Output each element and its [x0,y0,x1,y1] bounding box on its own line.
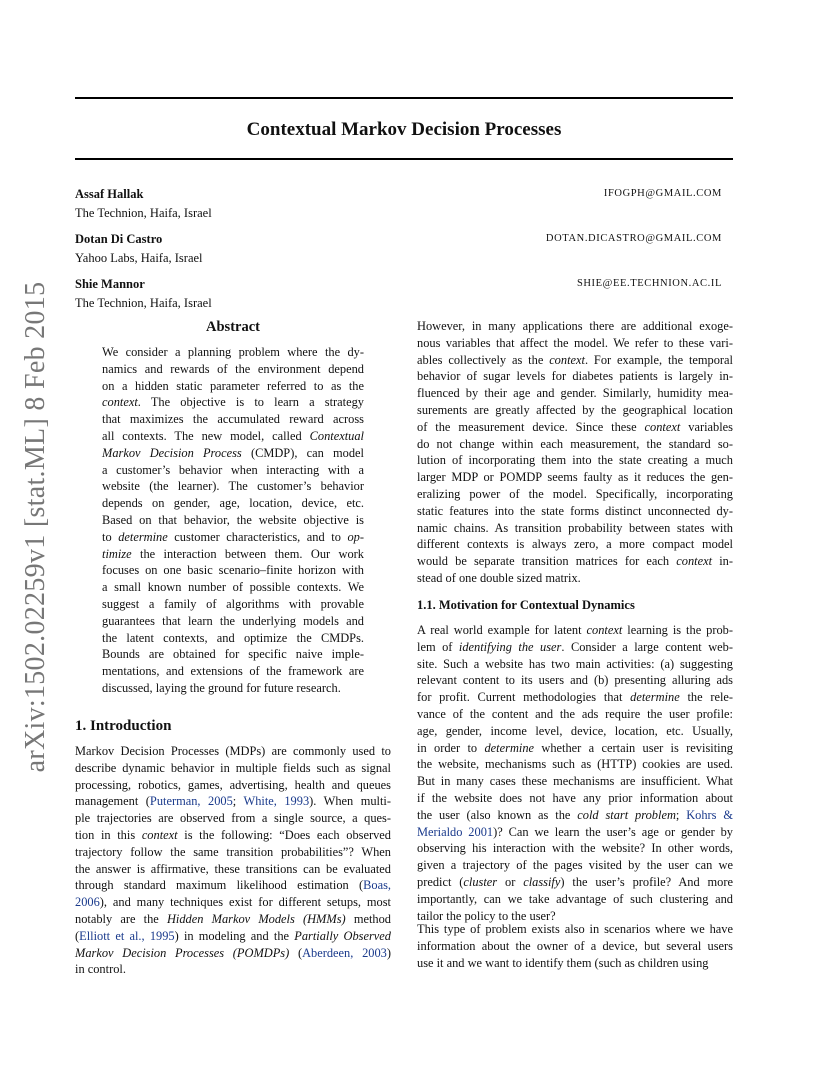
text-line: site. Such a website has two main activities: (a) suggesting [417,656,733,671]
text-line: mentations, and extensions of the framework are [102,664,364,679]
text-line: timize the interaction between them. Our work [102,546,364,561]
arxiv-identifier-text: arXiv:1502.02259v1 [stat.ML] 8 Feb 2015 [20,281,51,773]
text-line: eralizing power of the model. Specifically, incorporating [417,486,733,501]
text-line: But in many cases these mechanisms are insufficient. What [417,774,733,789]
scenario-paragraph [417,921,733,971]
text-line: the user (also known as the cold start problem; Kohrs & [417,807,734,822]
text-line: management (Puterman, 2005; White, 1993). When multi- [75,794,391,809]
text-line: Bounds are obtained for specific naive imple- [102,647,364,662]
abstract-heading: Abstract [206,319,260,335]
text-line: Markov Decision Processes (MDPs) are commonly used to [75,744,391,758]
text-line: nous variables that affect the model. We refer to these vari- [417,335,733,350]
subsection-heading-motivation: 1.1. Motivation for Contextual Dynamics [417,598,635,612]
text-line: (Elliott et al., 1995) in modeling and the Partially Observed [75,928,391,943]
text-line: for profit. Current methodologies that determine the rele- [417,690,734,705]
text-line: This type of problem exists also in scenarios where we have [417,922,733,936]
text-line: website (the learner). The customer’s behavior [102,479,364,494]
text-line: tailor the policy to the user? [417,908,556,923]
text-line: predict (cluster or classify) the user’s profile? And more [417,874,733,889]
text-line: depends on gender, age, location, device, etc. [102,496,364,511]
text-line: relevant content to its users and (b) presenting alluring ads [417,673,733,688]
text-line: discussed, laying the ground for future research. [102,680,341,695]
text-line: in order to determine whether a certain user is revisiting [417,740,733,755]
text-line: A real world example for latent context learning is the prob- [417,623,733,637]
author-email: DOTAN.DICASTRO@GMAIL.COM [545,233,722,244]
text-line: stead of one double sized matrix. [417,570,581,585]
text-line: Based on that behavior, the website objective is [102,512,364,527]
text-line: Markov Decision Processes (POMDPs) (Aberdeen, 2003) [75,945,391,960]
section-heading-introduction: 1. Introduction [75,718,172,734]
text-line: Markov Decision Process (CMDP), can model [102,445,364,460]
text-line: if the website does not have any prior information about [417,790,733,805]
text-line: to determine customer characteristics, and to op- [102,529,364,544]
text-line: guarantees that learn the underlying models and [102,613,364,628]
abstract-body [102,344,364,697]
text-line: observing his interaction with the website? In other words, [417,841,733,856]
text-line: vance of the content and the ads require the user profile: [417,706,733,721]
text-line: Merialdo 2001)? Can we learn the user’s age or gender by [417,824,733,839]
text-line: However, in many applications there are additional exoge- [417,319,733,333]
text-line: surements are greatly affected by the geographical location [417,402,733,417]
text-line: the website, mechanisms such as (HTTP) cookies are used. [417,757,733,772]
text-line: behavior of sugar levels for diabetes patients is largely in- [417,369,733,384]
text-line: use it and we want to identify them (such as children using [417,955,709,970]
author-email: SHIE@EE.TECHNION.AC.IL [576,278,722,289]
author-email: IFOGPH@GMAIL.COM [603,188,722,199]
text-line: static features into the state forms distinct unconnected dy- [417,503,733,518]
text-line: namics and rewards of the environment depend [102,361,364,376]
author-affiliation: The Technion, Haifa, Israel [75,206,212,220]
text-line: different contexts is always zero, a more compact model [417,537,733,552]
context-paragraph [417,318,733,587]
text-line: do not change within each measurement, the standard so- [417,436,733,451]
author-affiliation: The Technion, Haifa, Israel [75,296,212,310]
text-line: 2006), and many techniques exist for different setups, most [75,895,391,910]
text-line: lem of identifying the user. Consider a large content web- [417,639,733,654]
text-line: ple trajectories are observed from a single source, a ques- [75,811,391,826]
text-line: ables collectively as the context. For example, the temporal [417,352,733,367]
text-line: importantly, can we take advantage of such clustering and [417,891,733,906]
text-line: suggest a family of algorithms with provable [102,596,364,611]
text-line: a customer’s behavior when interacting with a [102,462,364,477]
text-line: namic chains. As transition probability between states with [417,520,733,535]
text-line: information about the owner of a device, but several users [417,938,733,953]
text-line: describe dynamic behavior in multiple fields such as signal [75,760,391,775]
text-line: We consider a planning problem where the dy- [102,345,364,359]
text-line: age, gender, income level, device, location, etc. Usually, [417,723,733,738]
text-line: focuses on one basic scenario–finite horizon with [102,563,364,578]
text-line: given a trajectory of the pages visited by the user can we [417,858,733,873]
text-line: on a hidden static parameter referred to as the [102,378,364,393]
text-line: lution of incorporating them into the state creating a much [417,453,733,468]
text-line: tion in this context is the following: “Does each observed [75,827,391,842]
text-line: the latent contexts, and optimize the CMDPs. [102,630,364,645]
text-line: trajectory follow the same transition probabilities”? When [75,844,391,859]
text-line: notably are the Hidden Markov Models (HMMs) method [75,911,391,926]
text-line: a small known number of possible contexts. We [102,580,364,595]
text-line: in control. [75,962,126,977]
text-line: would be separate transition matrices for each context in- [417,554,733,569]
motivation-paragraph [417,622,733,924]
introduction-paragraph [75,743,391,978]
text-line: through standard maximum likelihood estimation (Boas, [75,878,391,893]
text-line: the answer is affirmative, these transitions can be evaluated [75,861,391,876]
text-line: of the measurement device. Since these context variables [417,419,733,434]
text-line: context. The objective is to learn a strategy [102,395,364,410]
author-affiliation: Yahoo Labs, Haifa, Israel [75,251,203,265]
text-line: all contexts. The new model, called Contextual [102,428,364,443]
paper-title: Contextual Markov Decision Processes [246,119,562,140]
text-line: fluenced by their age and gender. Similarly, humidity mea- [417,386,733,401]
rule-top [75,97,733,99]
author-name: Shie Mannor [75,277,145,291]
text-line: that maximizes the accumulated reward across [102,412,364,427]
text-line: processing, robotics, games, advertising, health and queues [75,777,391,792]
rule-bottom [75,158,733,160]
text-line: larger MDP or POMDP seems faulty as it reduces the gen- [417,470,733,485]
author-name: Assaf Hallak [75,187,144,201]
author-name: Dotan Di Castro [75,232,163,246]
